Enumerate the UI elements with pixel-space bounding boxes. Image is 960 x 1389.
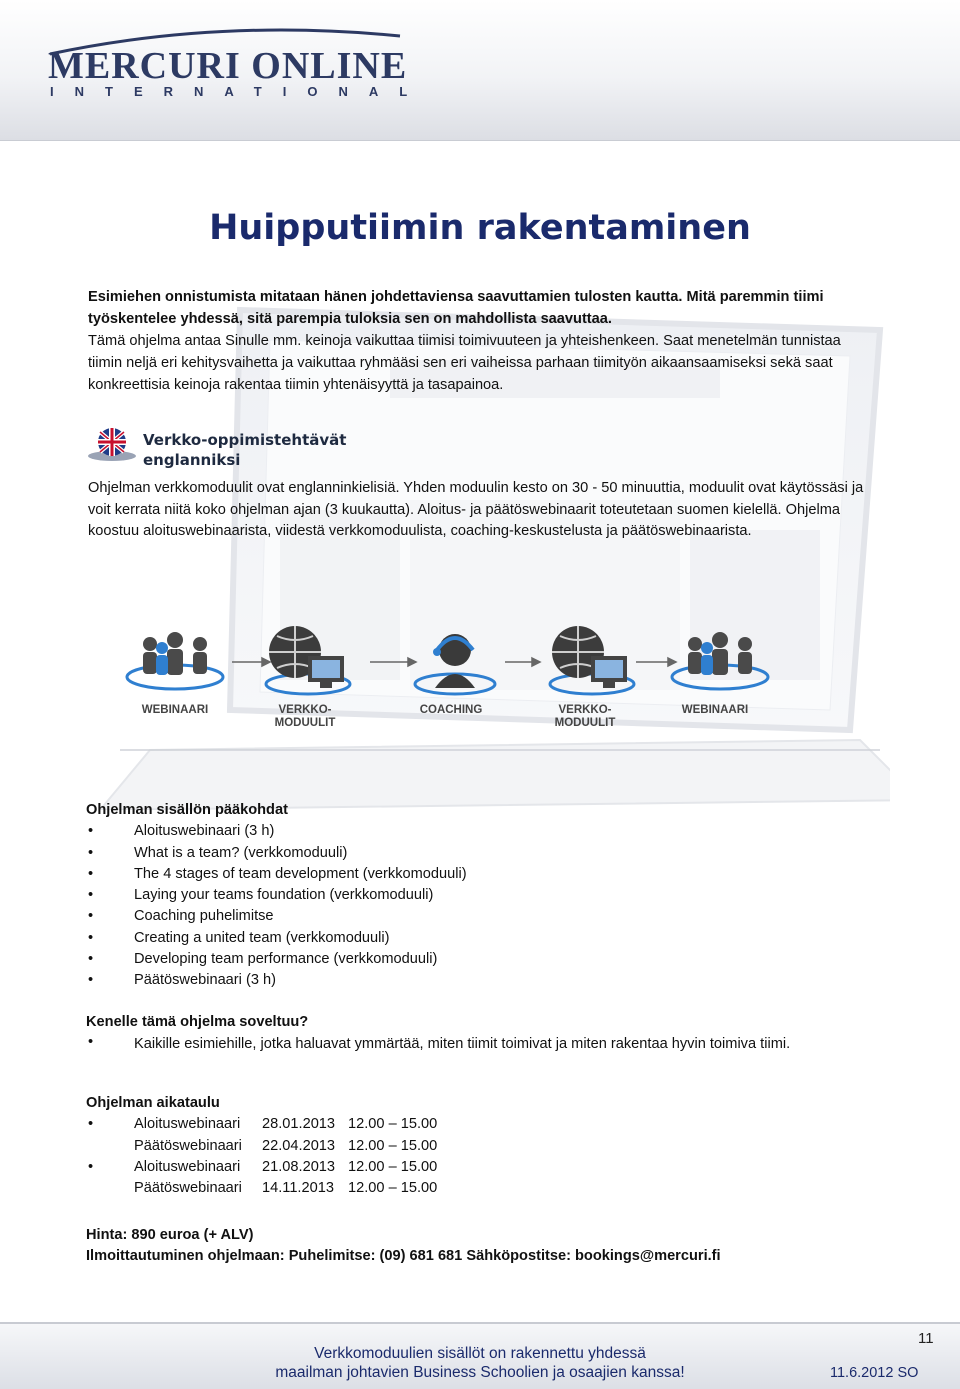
online-modules-globe-icon (266, 626, 350, 694)
list-item: • What is a team? (verkkomoduuli) (86, 843, 876, 864)
list-item: • Aloituswebinaari (3 h) (86, 821, 876, 842)
list-item: • Creating a united team (verkkomoduuli) (86, 928, 876, 949)
footer-text (220, 1344, 740, 1382)
footer-line1: Verkkomoduulien sisällöt on rakennettu yhdessä (314, 1345, 646, 1362)
webinar-group-icon (127, 632, 223, 689)
list-item: • Developing team performance (verkkomoduuli) (86, 949, 876, 970)
schedule-row: Päätöswebinaari 14.11.2013 12.00 – 15.00 (134, 1180, 438, 1197)
page-title: Huipputiimin rakentaminen (209, 208, 751, 248)
program-flow-diagram (120, 622, 880, 752)
contents-section (86, 800, 876, 992)
price-text: Hinta: 890 euroa (+ ALV) (86, 1227, 254, 1243)
schedule-row: Päätöswebinaari 22.04.2013 12.00 – 15.00 (134, 1137, 438, 1154)
flow-step-webinar-end: WEBINAARI (681, 704, 749, 716)
contents-list (86, 821, 876, 991)
intro-bold-text: Esimiehen onnistumista mitataan hänen johdettaviensa saavuttamien tulosten kautta. Mitä paremmin tiimi työskentelee yhdessä, sitä parempia tuloksia sen on mahdollista saavuttaa. (88, 289, 824, 327)
schedule-section (86, 1093, 876, 1199)
price-registration (86, 1225, 876, 1268)
audience-heading: Kenelle tämä ohjelma soveltuu? (86, 1014, 309, 1030)
flow-step-modules-1: VERKKO- MODUULIT (274, 704, 336, 729)
contents-heading: Ohjelman sisällön pääkohdat (86, 802, 288, 818)
schedule-list (86, 1114, 876, 1199)
list-item: • Laying your teams foundation (verkkomoduuli) (86, 885, 876, 906)
list-item: • The 4 stages of team development (verkkomoduuli) (86, 864, 876, 885)
page-date: 11.6.2012 SO (830, 1365, 919, 1381)
page-number: 11 (918, 1330, 934, 1347)
english-badge-line2: englanniksi (143, 451, 241, 469)
logo-sub-text: INTERNATIONAL (50, 84, 429, 99)
list-item: • Coaching puhelimitse (86, 906, 876, 927)
flow-step-webinar-start: WEBINAARI (141, 704, 209, 716)
logo-main-text: MERCURI ONLINE (48, 45, 408, 87)
online-modules-globe-icon-2 (550, 626, 634, 694)
list-item: • Kaikille esimiehille, jotka haluavat ymmärtää, miten tiimit toimivat ja miten rakentaa hyvin toimiva tiimi. (86, 1033, 876, 1053)
registration-text: Ilmoittautuminen ohjelmaan: Puhelimitse: (09) 681 681 Sähköpostitse: bookings@mercuri.fi (86, 1248, 721, 1265)
audience-section (86, 1012, 876, 1053)
flow-step-modules-2: VERKKO- MODUULIT (554, 704, 616, 729)
footer-line2: maailman johtavien Business Schoolien ja osaajien kanssa! (275, 1364, 685, 1381)
flow-step-coaching: COACHING (419, 704, 483, 716)
schedule-row: • Aloituswebinaari 28.01.2013 12.00 – 15.00 (86, 1114, 876, 1135)
schedule-row: • Aloituswebinaari 21.08.2013 12.00 – 15.00 (86, 1157, 876, 1178)
intro-body-text: Tämä ohjelma antaa Sinulle mm. keinoja vaikuttaa tiimisi toimivuuteen ja yhteishenkeen. Saat menetelmän tunnistaa tiimin neljä eri kehitysvaihetta ja vaikuttaa ryhmääsi sen eri vaiheissa parhaan tiimityön aikaansaamiseksi sekä saat konkreettisia keinoja rakentaa tiimin yhtenäisyyttä ja tasapainoa. (88, 333, 841, 393)
page-header (0, 0, 960, 141)
coaching-headset-icon (415, 634, 495, 694)
list-item: • Päätöswebinaari (3 h) (86, 970, 876, 991)
webinar-group-icon-2 (672, 632, 768, 689)
uk-flag-icon (86, 424, 138, 464)
flow-graphics (120, 622, 880, 752)
english-badge-text (143, 430, 346, 470)
english-badge-line1: Verkko-oppimistehtävät (143, 431, 347, 449)
schedule-heading: Ohjelman aikataulu (86, 1095, 220, 1111)
intro-section (88, 286, 878, 396)
audience-list (86, 1033, 876, 1053)
modules-description: Ohjelman verkkomoduulit ovat englanninkielisiä. Yhden moduulin kesto on 30 - 50 minuuttia, moduulit ovat käytössäsi ja voit kerrata niitä koko ohjelman ajan (3 kuukautta). Aloitus- ja päätöswebinaarit toteutetaan suomen kielellä. Ohjelma koostuu aloituswebinaarista, viidestä verkkomoduulista, coaching-keskustelusta ja päätöswebinaarista. (88, 480, 864, 539)
